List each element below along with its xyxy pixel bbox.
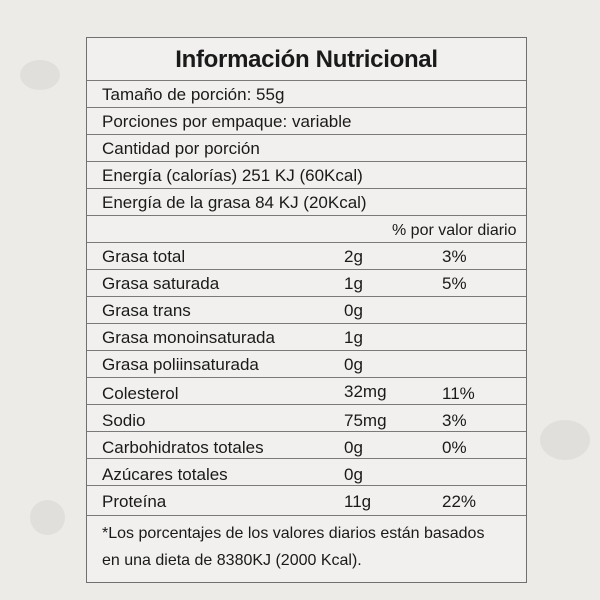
nutrient-row	[87, 486, 526, 516]
background-speck	[540, 420, 590, 460]
nutrient-dv: 22%	[442, 492, 477, 511]
footnote-line: en una dieta de 8380KJ (2000 Kcal).	[102, 552, 362, 569]
nutrient-name: Grasa saturada	[102, 274, 220, 293]
nutrient-row	[87, 324, 526, 351]
footnote	[102, 520, 522, 574]
nutrient-row	[87, 270, 526, 297]
nutrient-dv: 3%	[442, 247, 467, 266]
background-speck	[20, 60, 60, 90]
nutrient-name: Grasa trans	[102, 301, 191, 320]
nutrient-amount: 0g	[344, 438, 363, 457]
nutrient-row	[87, 459, 526, 486]
energy: Energía (calorías) 251 KJ (60Kcal)	[102, 166, 363, 185]
nutrient-dv: 11%	[442, 384, 475, 403]
dv-header: % por valor diario	[392, 222, 517, 239]
serving-size-row	[87, 81, 526, 108]
amount-per-serving: Cantidad por porción	[102, 139, 260, 158]
nutrient-name: Azúcares totales	[102, 465, 228, 484]
nutrient-dv: 3%	[442, 411, 467, 430]
energy-fat: Energía de la grasa 84 KJ (20Kcal)	[102, 193, 367, 212]
nutrient-row	[87, 297, 526, 324]
nutrient-name: Grasa total	[102, 247, 186, 266]
nutrition-facts-panel	[86, 37, 527, 583]
nutrient-amount: 32mg	[344, 382, 387, 401]
nutrient-row	[87, 243, 526, 270]
serving-size: Tamaño de porción: 55g	[102, 85, 285, 104]
nutrient-amount: 0g	[344, 355, 363, 374]
energy-row	[87, 162, 526, 189]
nutrient-amount: 75mg	[344, 411, 387, 430]
nutrient-row	[87, 378, 526, 405]
nutrient-dv: 5%	[442, 274, 467, 293]
nutrient-name: Carbohidratos totales	[102, 438, 264, 457]
nutrient-name: Sodio	[102, 411, 146, 430]
nutrient-name: Grasa monoinsaturada	[102, 328, 275, 347]
servings-per-container-row	[87, 108, 526, 135]
nutrient-row	[87, 405, 526, 432]
nutrient-amount: 1g	[344, 328, 363, 347]
nutrient-amount: 1g	[344, 274, 363, 293]
nutrient-amount: 11g	[344, 492, 372, 511]
nutrient-row	[87, 432, 526, 459]
footnote-line: *Los porcentajes de los valores diarios están basados	[102, 525, 485, 542]
dv-header-row	[87, 216, 526, 243]
nutrient-row	[87, 351, 526, 378]
nutrient-name: Colesterol	[102, 384, 179, 403]
servings-per-container: Porciones por empaque: variable	[102, 112, 352, 131]
nutrient-name: Proteína	[102, 492, 167, 511]
background-speck	[30, 500, 65, 535]
energy-fat-row	[87, 189, 526, 216]
nutrient-dv: 0%	[442, 438, 467, 457]
nutrient-amount: 2g	[344, 247, 363, 266]
nutrient-name: Grasa poliinsaturada	[102, 355, 259, 374]
panel-title: Información Nutricional	[87, 38, 526, 81]
amount-per-serving-row	[87, 135, 526, 162]
nutrient-amount: 0g	[344, 301, 363, 320]
nutrient-amount: 0g	[344, 465, 363, 484]
